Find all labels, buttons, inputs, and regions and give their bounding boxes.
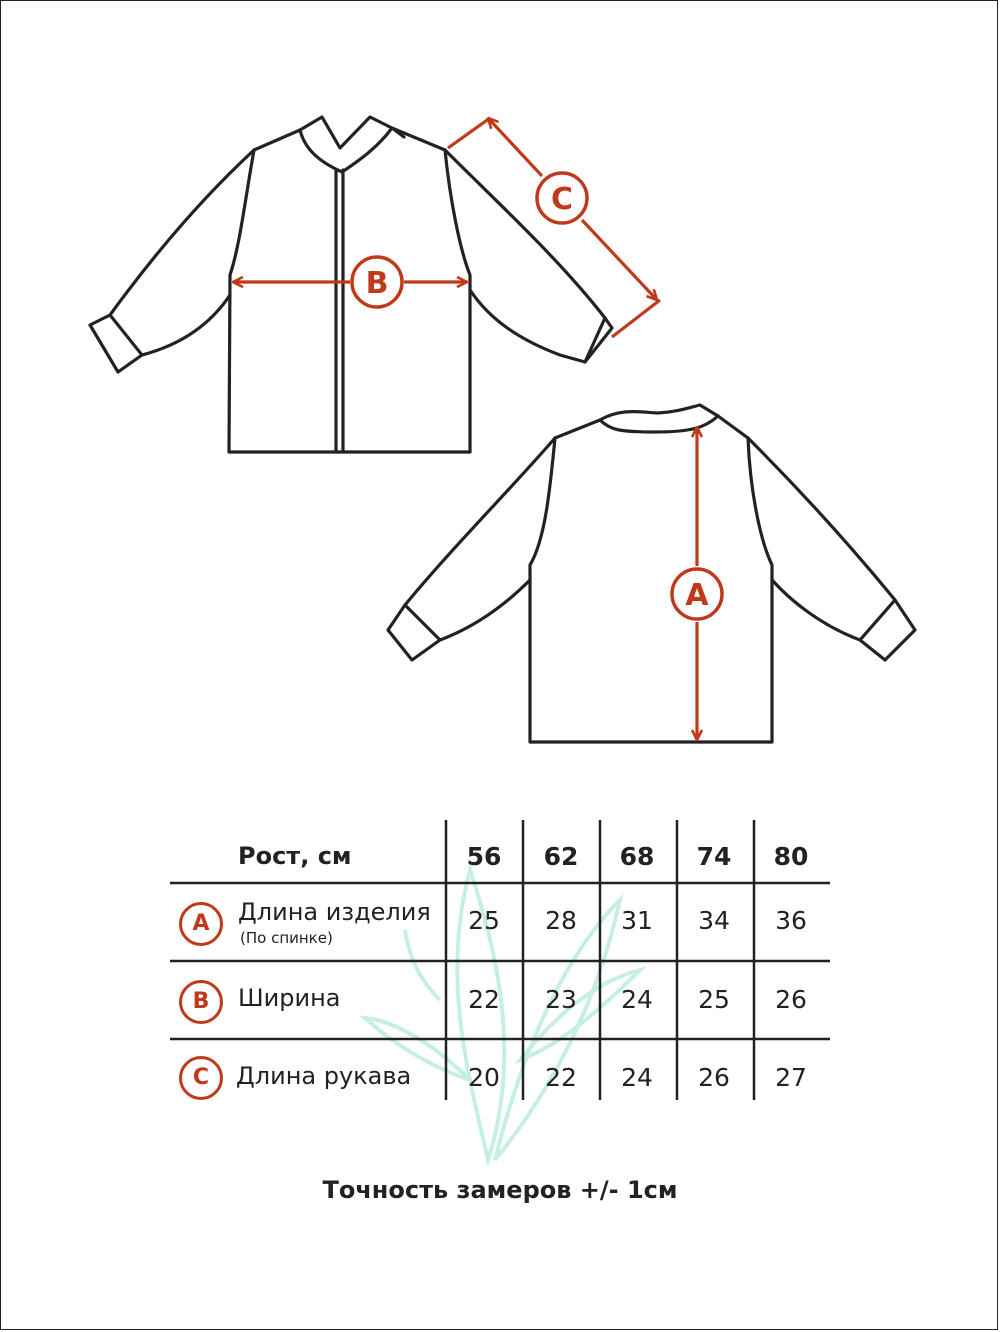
header-height-label: Рост, см <box>238 842 352 870</box>
row-a-label: Длина изделия <box>238 898 431 926</box>
row-c-value-62: 22 <box>545 1063 577 1092</box>
label-a-text: A <box>685 578 709 613</box>
row-b-badge: B <box>179 980 223 1024</box>
label-b-text: B <box>365 266 389 301</box>
row-b-value-74: 25 <box>698 985 730 1014</box>
row-c-value-68: 24 <box>621 1063 653 1092</box>
row-b-value-62: 23 <box>545 985 577 1014</box>
row-a-value-62: 28 <box>545 906 577 935</box>
row-c-label: Длина рукава <box>236 1062 412 1090</box>
row-a-value-56: 25 <box>468 906 500 935</box>
row-a-note: (По спинке) <box>240 929 333 947</box>
row-c-value-80: 27 <box>775 1063 807 1092</box>
row-b-value-80: 26 <box>775 985 807 1014</box>
row-c-badge: C <box>179 1056 223 1100</box>
header-size-80: 80 <box>773 842 809 871</box>
row-c-value-74: 26 <box>698 1063 730 1092</box>
row-a-value-80: 36 <box>775 906 807 935</box>
row-a-value-74: 34 <box>698 906 730 935</box>
row-a-value-68: 31 <box>621 906 653 935</box>
header-size-68: 68 <box>619 842 655 871</box>
measurement-accuracy-note: Точность замеров +/- 1см <box>322 1176 678 1204</box>
label-c-text: C <box>550 182 574 217</box>
row-a-badge: A <box>179 902 223 946</box>
row-b-value-68: 24 <box>621 985 653 1014</box>
row-b-value-56: 22 <box>468 985 500 1014</box>
row-c-value-56: 20 <box>468 1063 500 1092</box>
header-size-62: 62 <box>543 842 579 871</box>
row-b-label: Ширина <box>238 984 341 1012</box>
header-size-74: 74 <box>696 842 732 871</box>
header-size-56: 56 <box>466 842 502 871</box>
